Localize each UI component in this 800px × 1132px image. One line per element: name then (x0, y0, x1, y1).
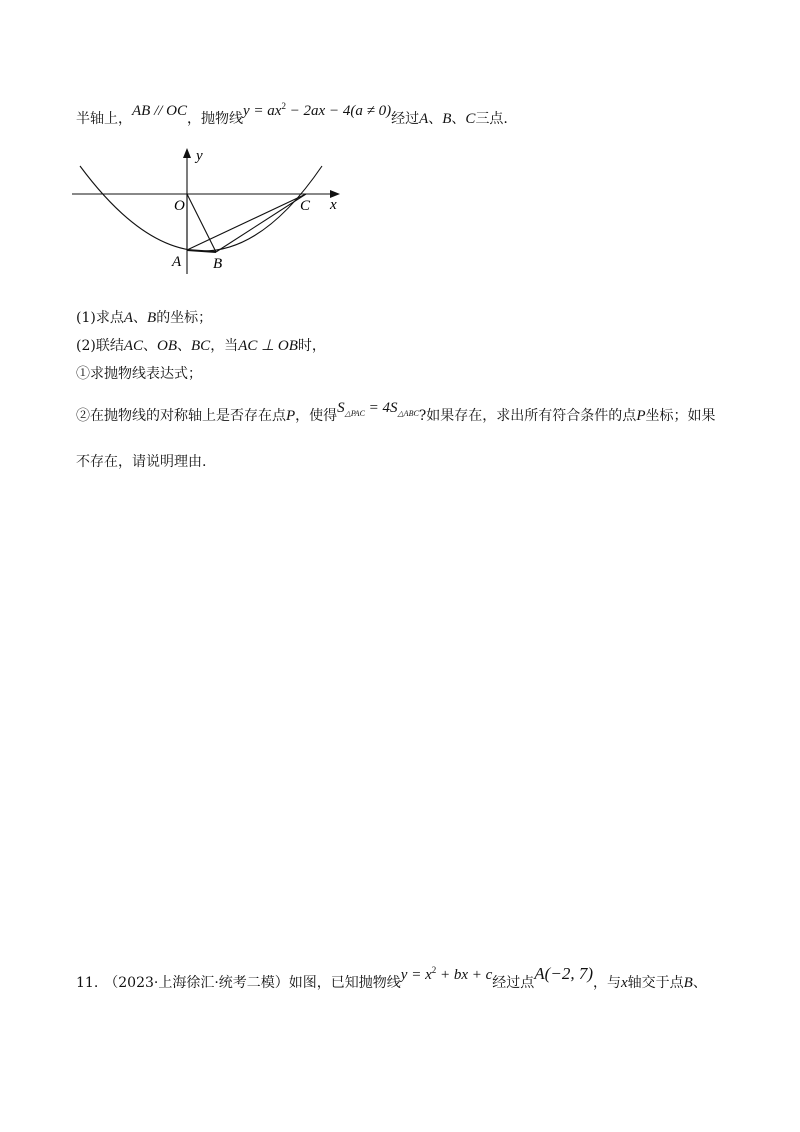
x-axis-ref: x (620, 975, 628, 991)
segment-ac (187, 194, 306, 250)
intro-text: 半轴上， (76, 111, 132, 127)
question-1: (1)求点A、B的坐标； (76, 310, 213, 326)
y-axis-arrow (183, 148, 191, 158)
intro-text-2: ，抛物线 (187, 111, 243, 127)
point-a-label: A (419, 111, 429, 127)
question-2-part-2: ②在抛物线的对称轴上是否存在点P，使得$S_{\triangle PAC} = 4S_{\triangle ABC}$?如果存在，求出所有符合条件的点P坐标；如果 (76, 400, 716, 424)
segment-bc (216, 194, 306, 252)
point-b-ref: B (683, 975, 693, 991)
intro-text-3: 经过 (391, 111, 420, 127)
segment-ac-label: AC (123, 338, 144, 354)
parabola-curve (80, 166, 322, 251)
point-a-coordinates: A(−2, 7) (534, 964, 593, 983)
point-b-label: B (442, 111, 452, 127)
parabola-figure (68, 146, 348, 276)
problem-11-line: 11. （2023·上海徐汇·统考二模）如图，已知抛物线$y = x^2$ + bx + c经过点A(−2, 7)，与x轴交于点B、 (76, 964, 707, 991)
a-point-label: A (172, 254, 182, 270)
parabola-formula: $y = ax^2 - 2ax - 4(a \ne 0)$ (243, 101, 392, 119)
parallel-formula: AB // OC (132, 103, 187, 119)
b-point-label: B (213, 256, 223, 272)
perpendicular-condition: AC ⊥ OB (238, 338, 298, 354)
problem-number: 11. (76, 975, 99, 991)
q1-point-a: A (123, 310, 134, 326)
y-axis-label: y (196, 148, 203, 164)
question-2: (2)联结AC、OB、BC，当AC ⊥ OB时， (76, 338, 326, 354)
problem-intro-line: 半轴上，AB // OC，抛物线$y = ax^2 - 2ax - 4(a \ne 0)$经过A、B、C三点. (76, 101, 508, 127)
parabola-formula-11: $y = x^2$ + bx + c (400, 965, 493, 983)
area-condition-formula: $S_{\triangle PAC} = 4S_{\triangle ABC}$ (337, 400, 419, 418)
problem-source: （2023·上海徐汇·统考二模） (104, 975, 289, 991)
question-2-part-2-continued: 不存在，请说明理由. (76, 454, 207, 470)
point-p-label-2: P (636, 408, 646, 424)
point-p-label: P (286, 408, 296, 424)
segment-ob-label: OB (157, 338, 178, 354)
q1-point-b: B (147, 310, 157, 326)
origin-label: O (174, 198, 185, 214)
question-2-part-1: ①求抛物线表达式； (76, 366, 202, 382)
c-point-label: C (300, 198, 311, 214)
point-c-label: C (465, 111, 476, 127)
segment-bc-label: BC (191, 338, 211, 354)
x-axis-label: x (330, 197, 337, 213)
intro-text-4: 三点. (475, 111, 508, 127)
